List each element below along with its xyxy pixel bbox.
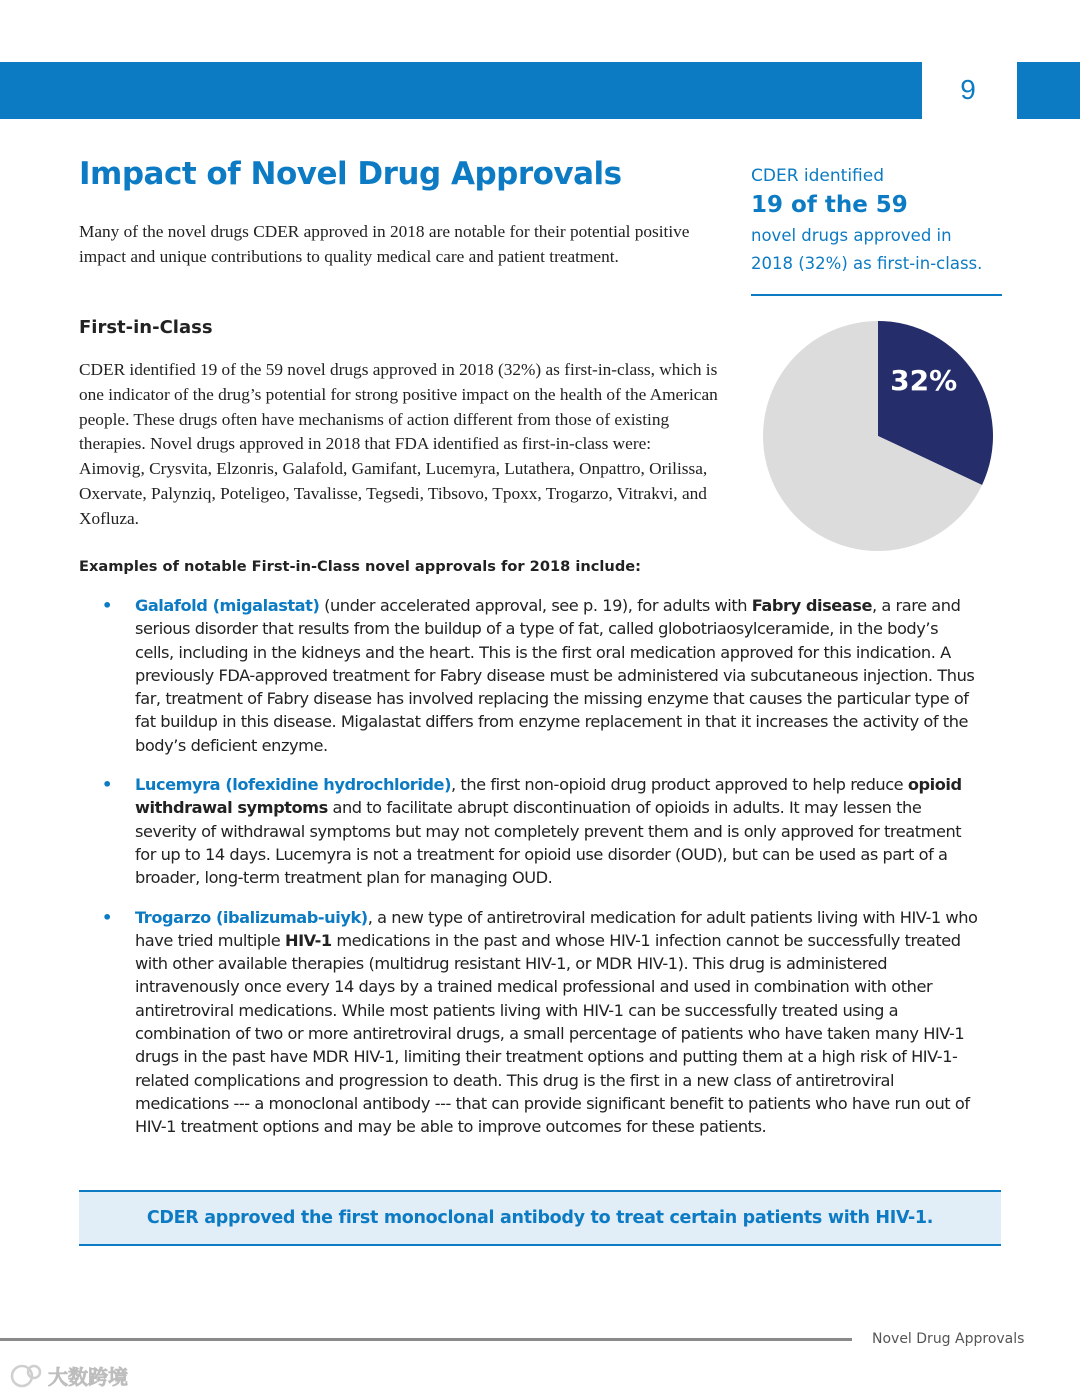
- banner-text: CDER approved the first monoclonal antibody to treat certain patients with HIV-1.: [146, 1208, 934, 1228]
- first-in-class-pie-chart: [760, 318, 996, 554]
- page-title: Impact of Novel Drug Approvals: [79, 156, 622, 192]
- footer-label: Novel Drug Approvals: [872, 1331, 1025, 1347]
- first-in-class-paragraph: CDER identified 19 of the 59 novel drugs approved in 2018 (32%) as first-in-class, which is one indicator of the drug’s potential for strong positive impact on the health of the American people. These drugs often have mechanisms of action different from those of existing therapies. Novel drugs approved in 2018 that FDA identified as first-in-class were: Aimovig, Crysvita, Elzonris, Galafold, Gamifant, Lucemyra, Lutathera, Onpattro, Orilissa, Oxervate, Palynziq, Poteligeo, Tavalisse, Tegsedi, Tibsovo, Tpoxx, Trogarzo, Vitrakvi, and Xofluza.: [79, 360, 718, 528]
- callout-divider: [751, 294, 1002, 296]
- item-text: , a new type of antiretroviral medication for adult patients living with HIV-1 who have tried multiple: [135, 907, 978, 950]
- footer-divider: [0, 1338, 852, 1341]
- page-number: 9: [960, 74, 976, 105]
- drug-name: Trogarzo (ibalizumab-uiyk): [135, 907, 368, 927]
- item-emphasis: Fabry disease: [751, 596, 872, 615]
- list-item-lucemyra: [100, 773, 980, 889]
- callout-line-1: CDER identified: [751, 166, 885, 186]
- item-emphasis: opioid withdrawal symptoms: [135, 775, 962, 818]
- intro-paragraph: Many of the novel drugs CDER approved in 2018 are notable for their potential positive impact and unique contributions to quality medical care and patient treatment.: [79, 222, 690, 266]
- header-band: [0, 62, 922, 119]
- item-text: , the first non-opioid drug product approved to help reduce: [451, 775, 908, 795]
- drug-name: Galafold (migalastat): [135, 596, 320, 615]
- item-text: (under accelerated approval, see p. 19), for adults with: [319, 596, 752, 615]
- pie-label-0: 32%: [890, 364, 958, 398]
- item-text: medications in the past and whose HIV-1 infection cannot be successfully treated with other available therapies (multidrug resistant HIV-1, or MDR HIV-1). This drug is administered intravenously once every 14 days by a trained medical professional and used in combination with other antiretroviral medications. While most patients living with HIV-1 can be successfully treated using a combination of two or more antiretroviral drugs, a small percentage of patients who have taken many HIV-1 drugs in the past have MDR HIV-1, limiting their treatment options and putting them at a high risk of HIV-1-related complications and progression to death. This drug is the first in a new class of antiretroviral medications --- a monoclonal antibody --- that can provide significant benefit to patients who have run out of HIV-1 treatment options and may be able to improve outcomes for these patients.: [135, 930, 970, 1137]
- list-item-trogarzo: [100, 906, 980, 1139]
- item-text: and to facilitate abrupt discontinuation of opioids in adults. It may lessen the severity of withdrawal symptoms but may not completely prevent them and is only approved for treatment for up to 14 days. Lucemyra is not a treatment for opioid use disorder (OUD), but can be used as part of a broader, long-term treatment plan for managing OUD.: [135, 798, 962, 888]
- callout-line-3: novel drugs approved in: [751, 226, 952, 245]
- header-band-right: [1017, 62, 1080, 119]
- highlight-banner: [79, 1190, 1001, 1246]
- examples-heading: Examples of notable First-in-Class novel approvals for 2018 include:: [79, 558, 641, 575]
- examples-list: [100, 594, 980, 1139]
- watermark-text: 大数跨境: [48, 1365, 128, 1389]
- item-text: , a rare and serious disorder that results from the buildup of a type of fat, called globotriaosylceramide, in the body’s cells, including in the kidneys and the heart. This is the first oral medication approved for this indication. A previously FDA-approved treatment for Fabry disease must be administered via subcutaneous injection. Thus far, treatment of Fabry disease has involved replacing the missing enzyme that causes the particular type of fat buildup in this disease. Migalastat differs from enzyme replacement in that it increases the activity of the body’s deficient enzyme.: [135, 596, 975, 755]
- bullet-icon: •: [102, 775, 112, 795]
- item-emphasis: HIV-1: [285, 930, 332, 950]
- bullet-icon: •: [102, 907, 112, 927]
- callout-emphasis: 19 of the 59: [751, 192, 908, 218]
- bullet-icon: •: [102, 596, 112, 615]
- callout-line-4: 2018 (32%) as first-in-class.: [751, 254, 983, 273]
- sidebar-callout: [751, 164, 1003, 278]
- watermark-logo: [8, 1362, 148, 1390]
- list-item-galafold: [100, 594, 980, 757]
- section-heading-first-in-class: First-in-Class: [79, 317, 213, 338]
- drug-name: Lucemyra (lofexidine hydrochloride): [135, 775, 452, 795]
